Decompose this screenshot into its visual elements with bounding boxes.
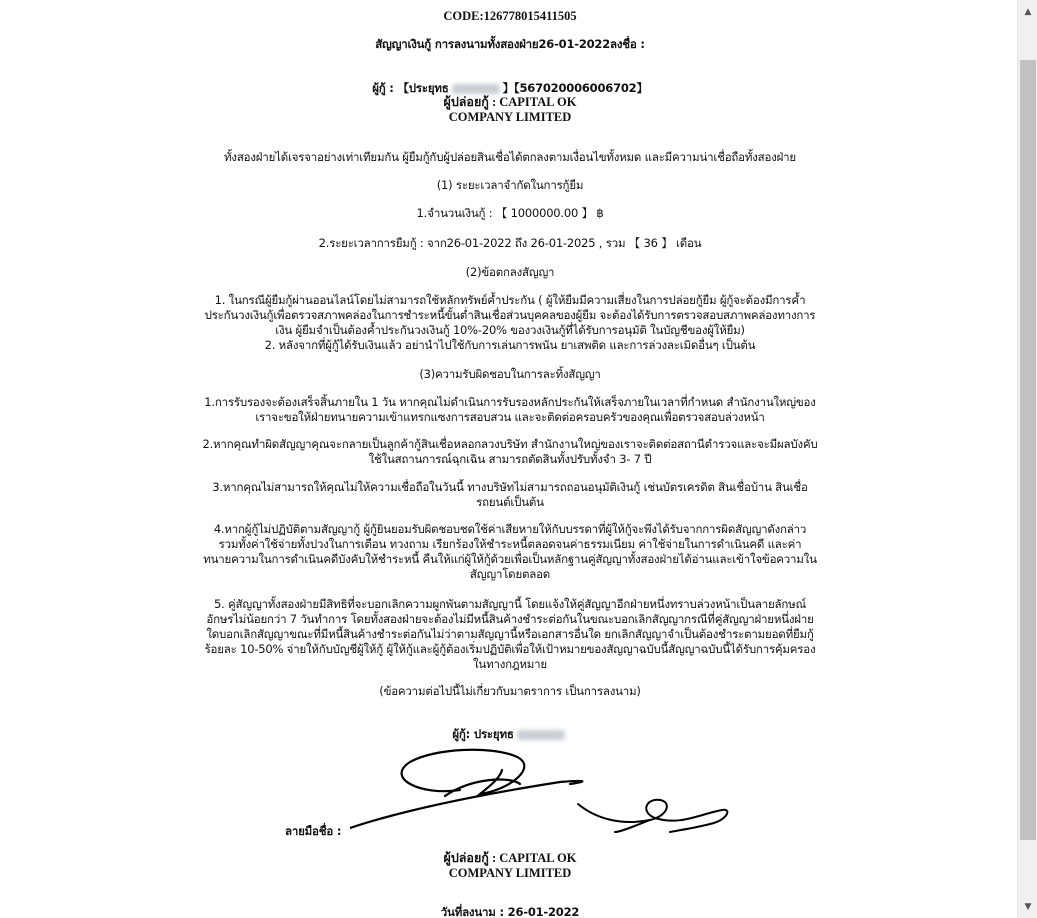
borrower-prefix: ผู้กู้ : 【ประยุทธ	[372, 81, 449, 95]
agreement-text: 1. ในกรณีผู้ยืมกู้ผ่านออนไลน์โดยไม่สามารถใช้หลักทรัพย์ค้ำประกัน ( ผู้ให้ยืมมีความเสี่ยงในการปล่อยกู้ยืม ผู้กู้จะต้องมีการค้ำ ประกันวงเงินกู้เพื่อตรวจสภาพคล่องในการชำระหนี้ขั้นต่ำสินเชื่อส่วนบุคคลของผู้ยืม จะต้องได้รับการตรวจสอบสภาพคล่องทางการ เงิน ผู้ยืมจำเป็นต้องค้ำประกันวงเงินกู้ 10%-20% ของวงเงินกู้ที่ได้รับการอนุมัติ ในบัญชีของผู้ให้ยืม) 2. หลังจากที่ผู้กู้ได้รับเงินแล้ว อย่านำไปใช้กับการเล่นการพนัน ยาเสพติด และการล่วงละเมิดอื่นๆ เป็นต้น	[204, 293, 816, 352]
lender-bottom: ผู้ปล่อยกู้ : CAPITAL OK COMPANY LIMITED	[443, 851, 577, 880]
loan-period: 2.ระยะเวลาการยืมกู้ : จาก26-01-2022 ถึง 26-01-2025 , รวม 【 36 】 เดือน	[318, 236, 702, 250]
contract-title: สัญญาเงินกู้ การลงนามทั้งสองฝ่าย26-01-2022ลงชื่อ :	[375, 37, 645, 51]
liability-item-2: 2.หากคุณทำผิดสัญญาคุณจะกลายเป็นลูกค้ากู้สินเชื่อหลอกลวงบริษัท สำนักงานใหญ่ของเราจะติดต่อสถานีตำรวจและจะมีผลบังคับ ใช้ในสถานการณ์ฉุกเฉิน สามารถตัดสินทั้งปรับทั้งจำ 3- 7 ปี	[202, 437, 818, 466]
redacted-name-2	[517, 730, 565, 740]
signature-label: ลายมือชื่อ :	[285, 824, 342, 838]
contract-code: CODE:126778015411505	[443, 9, 577, 23]
liability-item-3: 3.หากคุณไม่สามารถให้คุณไม่ให้ความเชื่อถือในวันนี้ ทางบริษัทไม่สามารถถอนอนุมัติเงินกู้ เช่นบัตรเครดิต สินเชื่อบ้าน สินเชื่อ รถยนต์เป็นต้น	[212, 480, 808, 509]
handwritten-signature	[350, 748, 740, 848]
loan-amount: 1.จำนวนเงินกู้ : 【 1000000.00 】 ฿	[416, 206, 604, 220]
intro-text: ทั้งสองฝ่ายได้เจรจาอย่างเท่าเทียมกัน ผู้ยืมกู้กับผู้ปล่อยสินเชื่อได้ตกลงตามเงื่อนไขทั้งหมด และมีความน่าเชื่อถือทั้งสองฝ่าย	[224, 150, 796, 164]
borrower-sign-line: ผู้กู้: ประยุทธ	[150, 712, 870, 742]
vertical-scrollbar[interactable]	[1017, 0, 1037, 918]
scroll-thumb[interactable]	[1020, 60, 1036, 840]
redacted-name	[452, 84, 500, 94]
borrower-line	[150, 66, 870, 96]
section2-title: (2)ข้อตกลงสัญญา	[465, 265, 555, 279]
liability-item-4: 4.หากผู้กู้ไม่ปฏิบัติตามสัญญากู้ ผู้กู้ยินยอมรับผิดชอบชดใช้ค่าเสียหายให้กับบรรดาที่ผู้ให้กู้จะพึงได้รับจากการผิดสัญญาดังกล่าว รวมทั้งค่าใช้จ่ายทั้งปวงในการเตือน ทวงถาม เรียกร้องให้ชำระหนี้ตลอดจนค่าธรรมเนียม ค่าใช้จ่ายในการดำเนินคดี และค่า ทนายความในการดำเนินคดีบังคับให้ชำระหนี้ คืนให้แก่ผู้ให้กู้ด้วยเพื่อเป็นหลักฐานคู่สัญญาทั้งสองฝ่ายได้อ่านและเข้าใจข้อความใน สัญญาโดยตลอด	[203, 522, 817, 581]
liability-item-1: 1.การรับรองจะต้องเสร็จสิ้นภายใน 1 วัน หากคุณไม่ดำเนินการรับรองหลักประกันให้เสร็จภายในเวลาที่กำหนด สำนักงานใหญ่ของ เราจะขอให้ฝ่ายทนายความเข้าแทรกแซงการสอบสวน และจะติดต่อครอบครัวของคุณเพื่อตรวจสอบล่วงหน้า	[204, 395, 816, 424]
section1-title: (1) ระยะเวลาจำกัดในการกู้ยืม	[436, 178, 584, 192]
section3-title: (3)ความรับผิดชอบในการละทิ้งสัญญา	[419, 367, 601, 381]
scroll-up-arrow-icon[interactable]: ▲	[1024, 7, 1032, 17]
borrower-id: 】【567020006006702】	[502, 81, 648, 95]
scroll-down-arrow-icon[interactable]: ▼	[1024, 902, 1032, 912]
signing-date: วันที่ลงนาม : 26-01-2022	[440, 905, 580, 918]
lender-top: ผู้ปล่อยกู้ : CAPITAL OK COMPANY LIMITED	[443, 95, 577, 124]
liability-item-5: 5. คู่สัญญาทั้งสองฝ่ายมีสิทธิที่จะบอกเลิกความผูกพันตามสัญญานี้ โดยแจ้งให้คู่สัญญาอีกฝ่ายหนึ่งทราบล่วงหน้าเป็นลายลักษณ์ อักษรไม่น้อยกว่า 7 วันทำการ โดยทั้งสองฝ่ายจะต้องไม่มีหนี้สินค้างชำระต่อกันในขณะบอกเลิกสัญญากรณีที่คู่สัญญาฝ่ายหนึ่งฝ่าย ใดบอกเลิกสัญญาขณะที่มีหนี้สินค้างชำระต่อกันไม่ว่าตามสัญญานี้หรือเอกสารอื่นใด ยกเลิกสัญญาจำเป็นต้องชำระตามยอดที่ยืมกู้ ร้อยละ 10-50% จ่ายให้กับบัญชีผู้ให้กู้ ผู้ให้กู้และผู้กู้ต้องเริ่มปฏิบัติเพื่อให้เป้าหมายของสัญญาฉบับนี้สัญญาฉบับนี้ได้รับการคุ้มครอง ในทางกฎหมาย	[204, 597, 816, 671]
signing-note: (ข้อความต่อไปนี้ไม่เกี่ยวกับมาตราการ เป็นการลงนาม)	[379, 684, 641, 698]
